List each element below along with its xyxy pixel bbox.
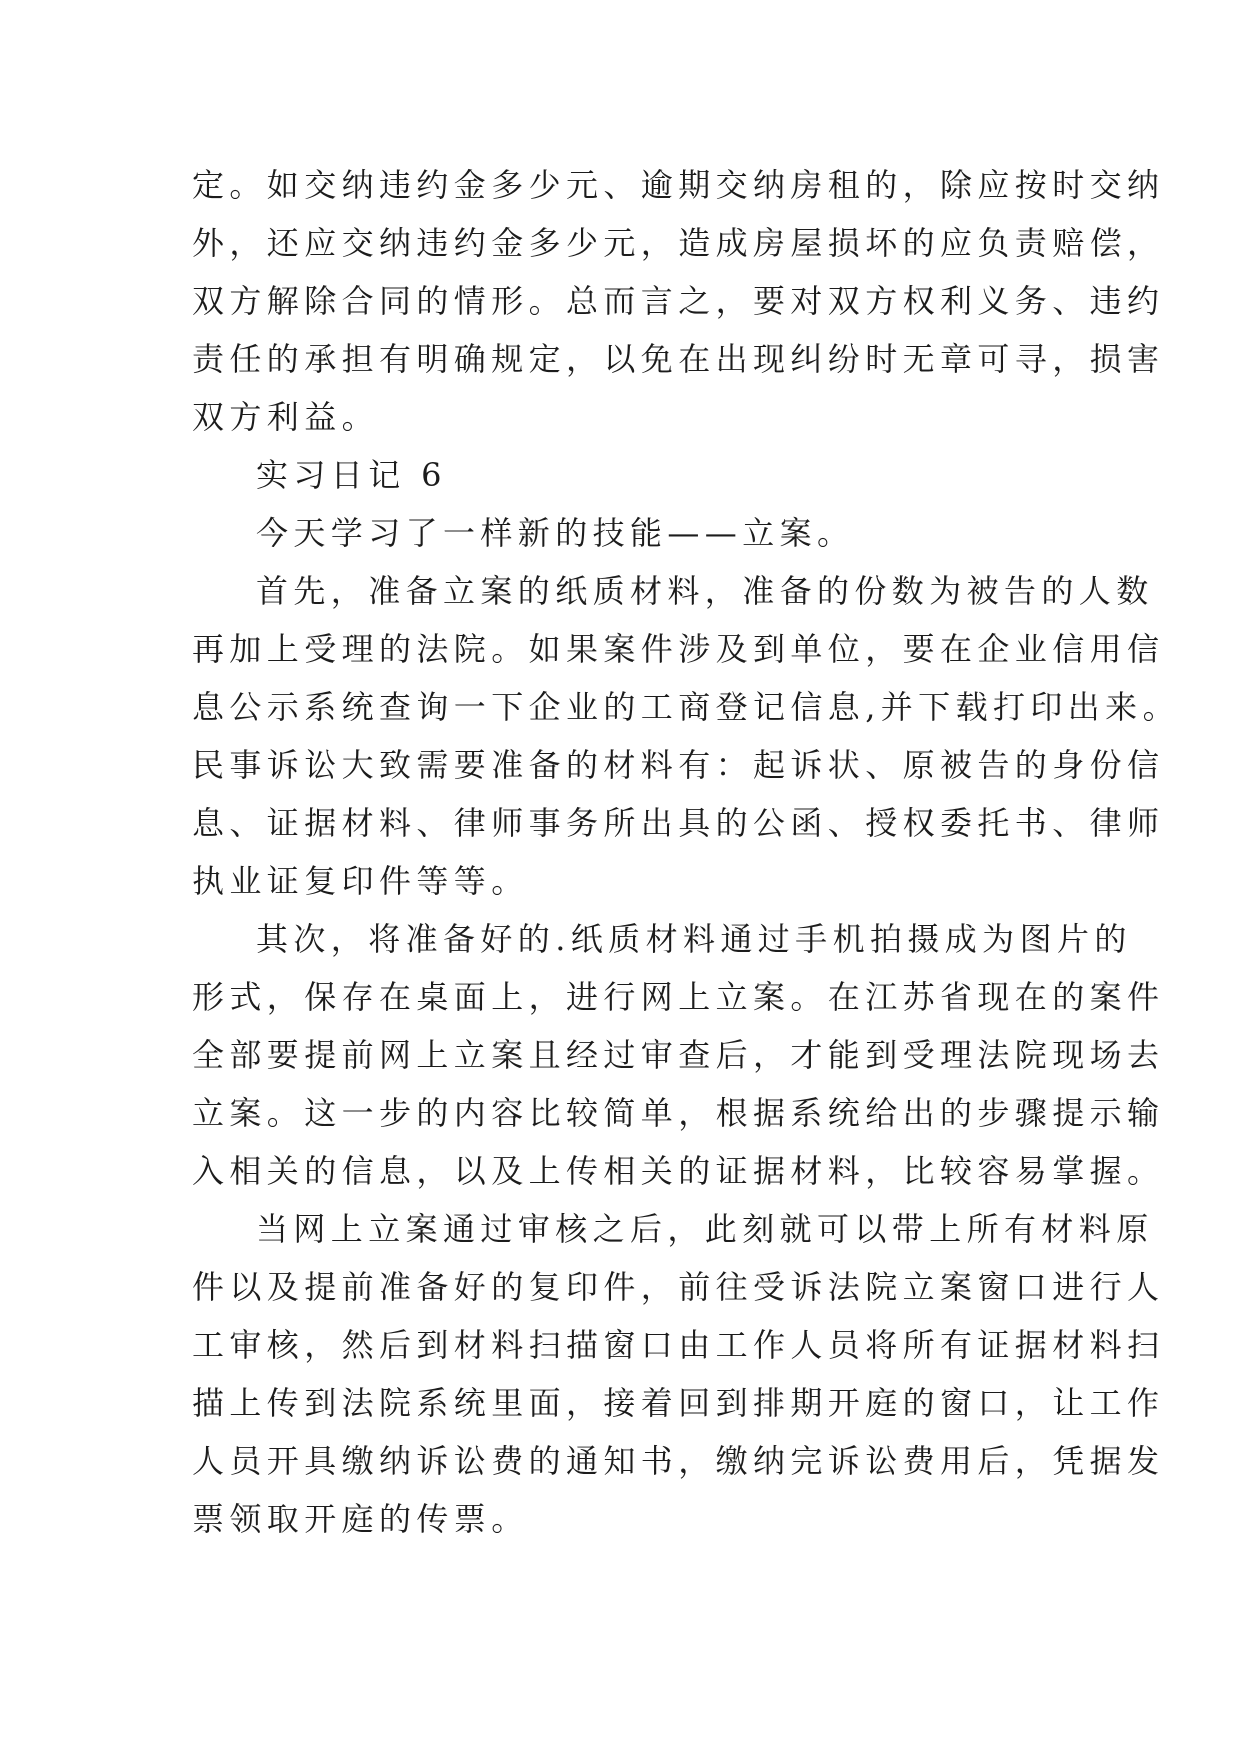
text-line-24: 票领取开庭的传票。	[192, 1500, 529, 1538]
section-heading: 实习日记 6	[256, 456, 447, 494]
text-line-21: 工审核，然后到材料扫描窗口由工作人员将所有证据材料扫	[192, 1326, 1165, 1364]
text-line-13: 执业证复印件等等。	[192, 862, 529, 900]
text-line-15: 形式，保存在桌面上，进行网上立案。在江苏省现在的案件	[192, 978, 1165, 1016]
text-line-19: 当网上立案通过审核之后，此刻就可以带上所有材料原	[256, 1210, 1154, 1248]
text-line-7: 今天学习了一样新的技能——立案。	[256, 514, 855, 552]
text-line-8: 首先，准备立案的纸质材料，准备的份数为被告的人数	[256, 572, 1154, 610]
text-line-14: 其次，将准备好的.纸质材料通过手机拍摄成为图片的	[256, 920, 1132, 958]
document-body	[192, 156, 1180, 1548]
text-line-17: 立案。这一步的内容比较简单，根据系统给出的步骤提示输	[192, 1094, 1165, 1132]
text-line-20: 件以及提前准备好的复印件，前往受诉法院立案窗口进行人	[192, 1268, 1165, 1306]
text-line-2: 外，还应交纳违约金多少元，造成房屋损坏的应负责赔偿，	[192, 224, 1165, 262]
text-line-16: 全部要提前网上立案且经过审查后，才能到受理法院现场去	[192, 1036, 1165, 1074]
text-line-11: 民事诉讼大致需要准备的材料有：起诉状、原被告的身份信	[192, 746, 1165, 784]
text-line-18: 入相关的信息，以及上传相关的证据材料，比较容易掌握。	[192, 1152, 1165, 1190]
text-line-23: 人员开具缴纳诉讼费的通知书，缴纳完诉讼费用后，凭据发	[192, 1442, 1165, 1480]
text-line-12: 息、证据材料、律师事务所出具的公函、授权委托书、律师	[192, 804, 1165, 842]
text-line-5: 双方利益。	[192, 398, 380, 436]
text-line-10: 息公示系统查询一下企业的工商登记信息,并下载打印出来。	[192, 688, 1180, 726]
text-line-9: 再加上受理的法院。如果案件涉及到单位，要在企业信用信	[192, 630, 1165, 668]
text-line-1: 定。如交纳违约金多少元、逾期交纳房租的，除应按时交纳	[192, 166, 1165, 204]
text-line-4: 责任的承担有明确规定，以免在出现纠纷时无章可寻，损害	[192, 340, 1165, 378]
text-line-3: 双方解除合同的情形。总而言之，要对双方权利义务、违约	[192, 282, 1165, 320]
text-line-22: 描上传到法院系统里面，接着回到排期开庭的窗口，让工作	[192, 1384, 1165, 1422]
